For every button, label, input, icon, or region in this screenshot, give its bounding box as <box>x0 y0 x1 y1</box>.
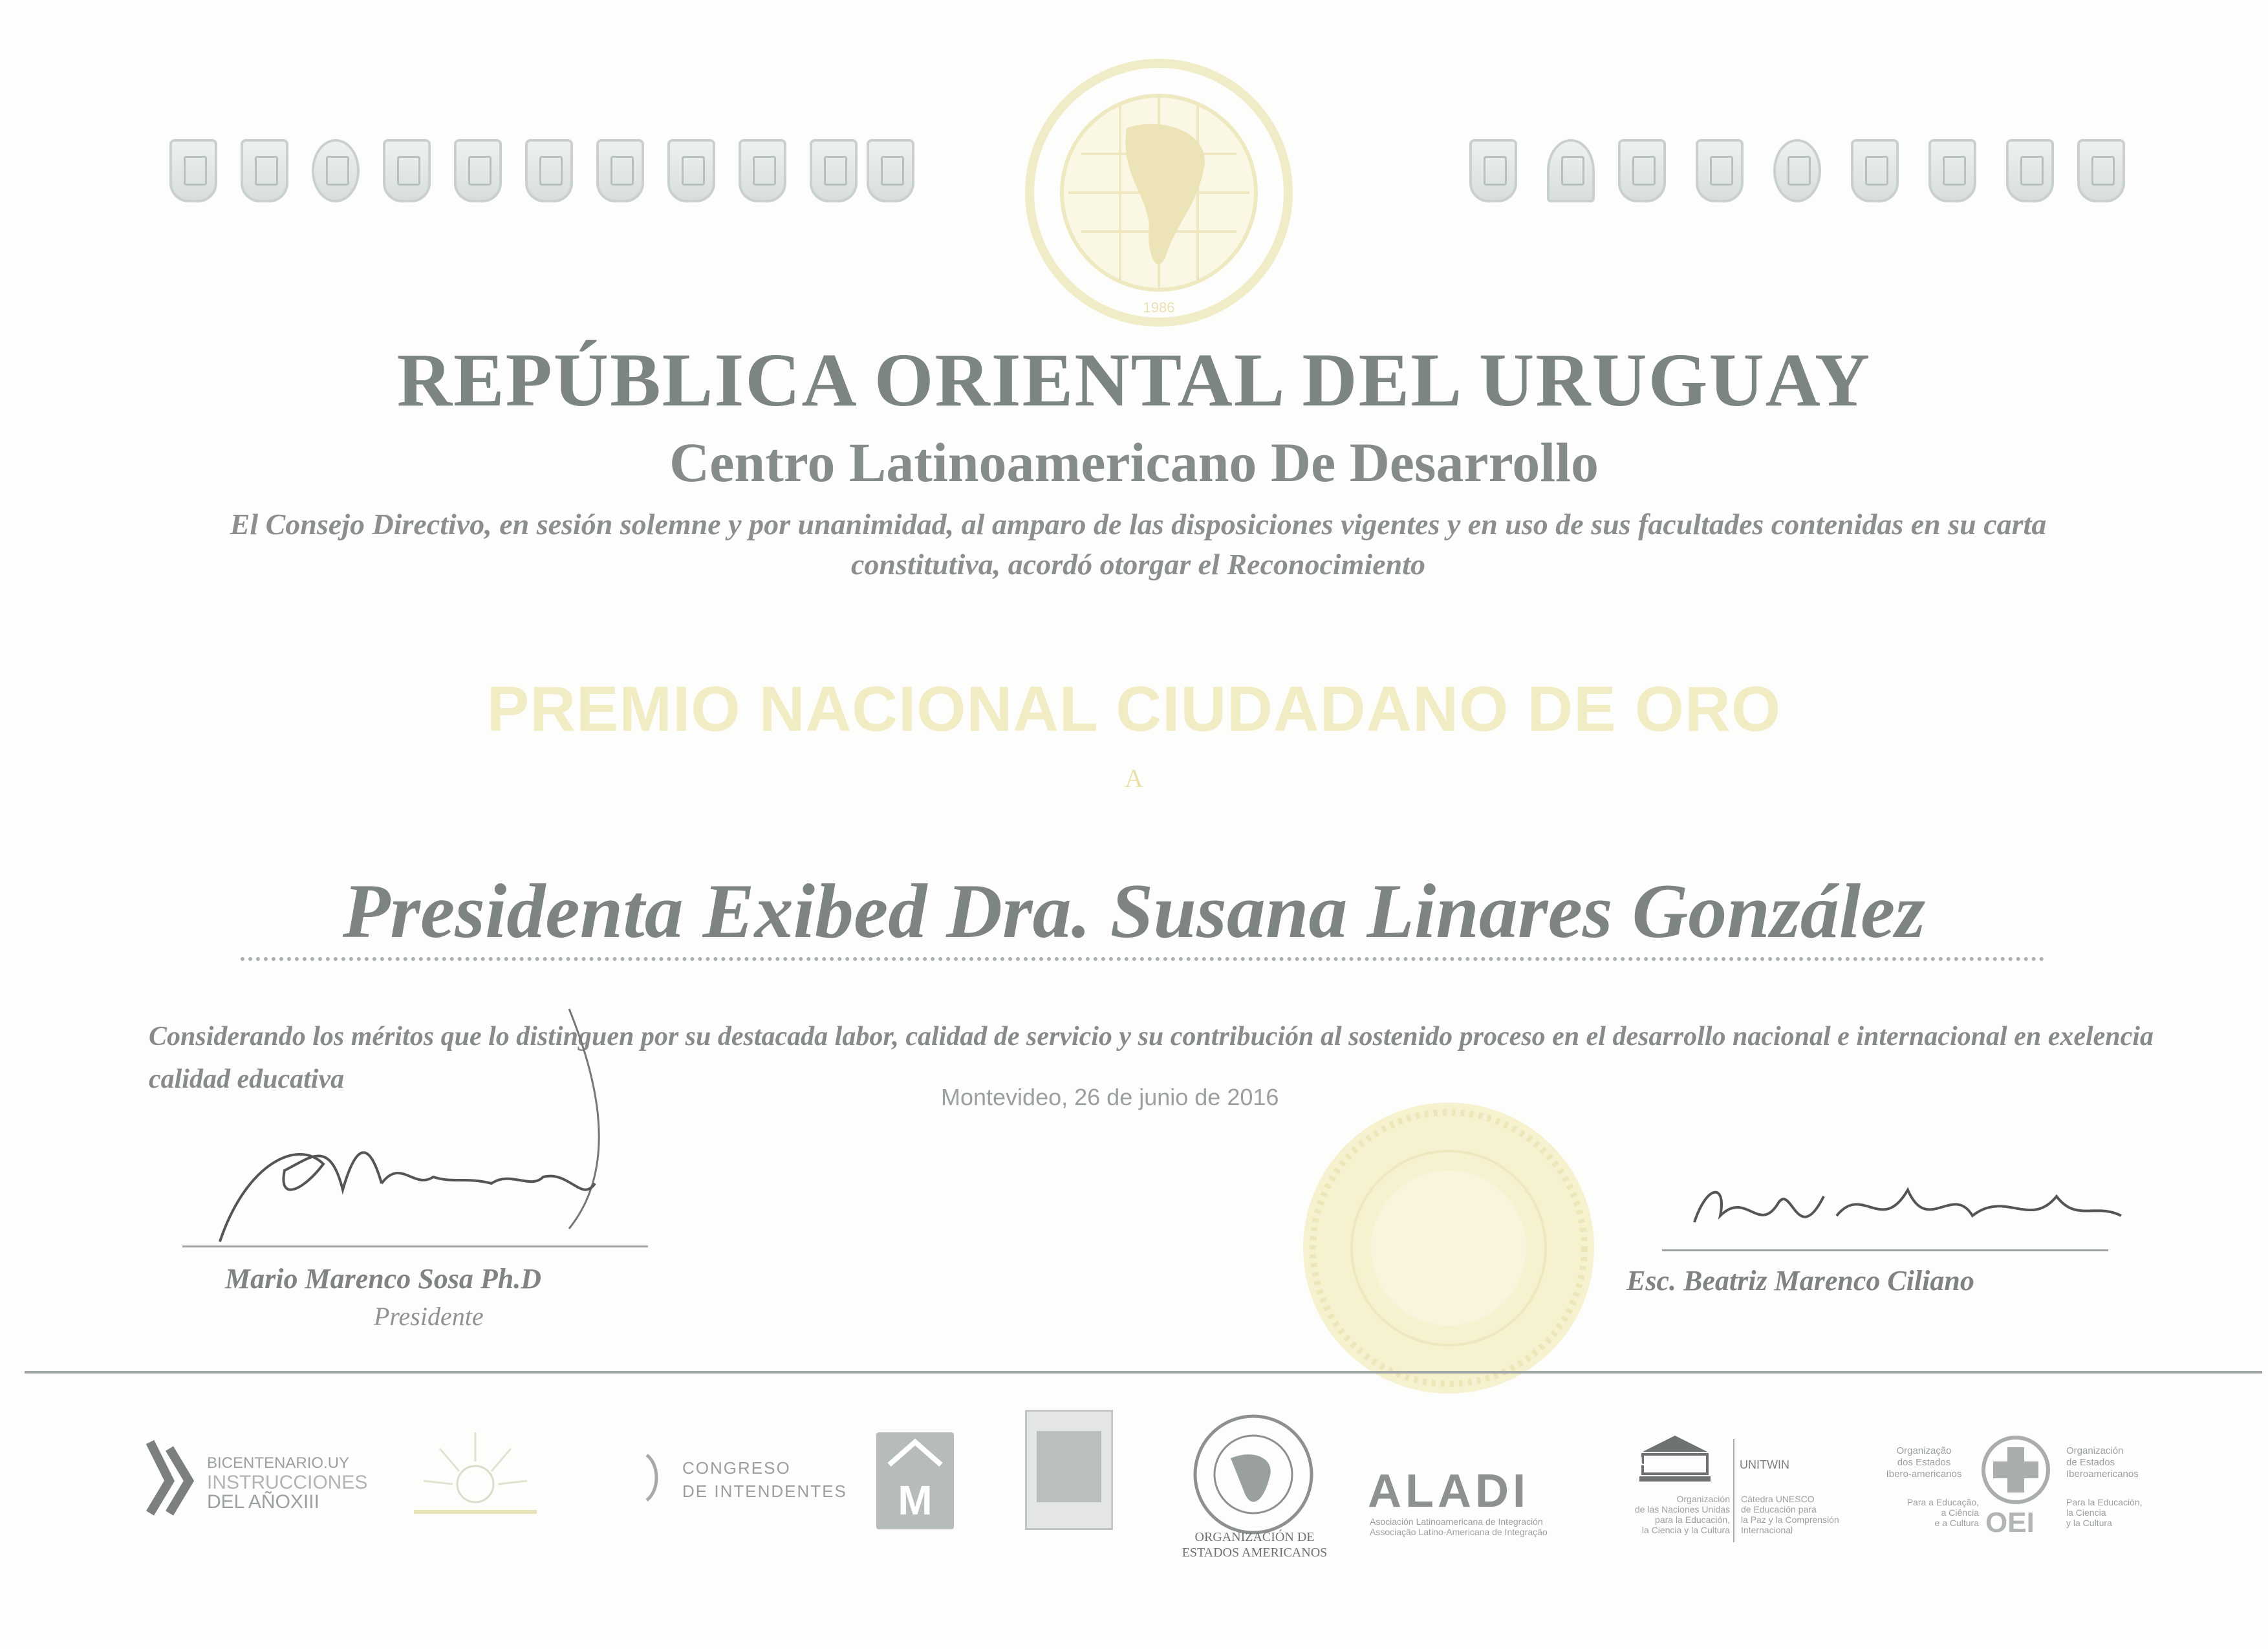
roof-icon <box>876 1432 954 1471</box>
bicentenario-text: BICENTENARIO.UY INSTRUCCIONES DEL AÑOXIII <box>207 1454 368 1513</box>
crest-icon <box>596 139 644 202</box>
aladi-logo: ALADI <box>1368 1465 1529 1517</box>
congreso-text: CONGRESO DE INTENDENTES <box>682 1458 847 1501</box>
crest-icon <box>169 139 217 202</box>
considerando-text: Considerando los méritos que lo distinguen por su destacada labor, calidad de servicio y su contribución al sostenido proceso en el desarrollo nacional e internacional en exelencia calidad educativa <box>149 1022 2154 1094</box>
right-signer-name: Esc. Beatriz Marenco Ciliano <box>1626 1265 1974 1297</box>
building-logo-icon <box>1025 1410 1113 1530</box>
dotted-line <box>241 957 2045 961</box>
issue-date: Montevideo, 26 de junio de 2016 <box>941 1084 1279 1110</box>
left-signer-name: Mario Marenco Sosa Ph.D <box>225 1263 541 1295</box>
organization-title: Centro Latinoamericano De Desarrollo <box>669 431 1599 493</box>
crest-icon <box>2077 139 2125 202</box>
oea-logo-icon <box>1192 1413 1315 1536</box>
crest-icon <box>1928 139 1976 202</box>
crest-icon <box>1547 139 1595 202</box>
oei-es-subtext: Para la Educación, la Ciencia y la Cultura <box>2066 1497 2143 1528</box>
catedra-text: Cátedra UNESCO de Educación para la Paz y la Comprensión Internacional <box>1741 1494 1839 1535</box>
crest-icon <box>1618 139 1666 202</box>
crest-icon <box>312 139 360 202</box>
gold-seal-icon <box>1297 1096 1601 1400</box>
oei-letters: OEI <box>1985 1507 2035 1538</box>
intro-text: El Consejo Directivo, en sesión solemne y por unanimidad, al amparo de las disposiciones vigentes y en uso de sus facultades contenidas en su carta constitutiva, acordó otorgar el Reconocimiento <box>230 508 2047 581</box>
aladi-subtext: Asociación Latinoamericana de Integración Associação Latino-Americana de Integração <box>1370 1516 1548 1537</box>
left-signature-icon <box>207 996 673 1255</box>
crest-icon <box>1469 139 1517 202</box>
crest-icon <box>1851 139 1899 202</box>
sun-emblem-icon <box>401 1426 550 1523</box>
left-signer-role: Presidente <box>374 1302 484 1331</box>
crest-icon <box>1696 139 1744 202</box>
crest-icon <box>667 139 715 202</box>
crest-icon <box>525 139 573 202</box>
crest-icon <box>241 139 288 202</box>
crest-icon <box>1773 139 1821 202</box>
crest-icon <box>2006 139 2054 202</box>
unesco-subtext: Organización de las Naciones Unidas para la Educación, la Ciencia y la Cultura <box>1634 1494 1730 1535</box>
unesco-divider <box>1733 1439 1734 1542</box>
unitwin-text: UNITWIN <box>1740 1458 1789 1471</box>
award-to: A <box>1125 764 1143 793</box>
oei-pt-subtext: Para a Educação, a Ciência e a Cultura <box>1906 1497 1979 1528</box>
oei-emblem-icon <box>1980 1434 2051 1505</box>
centro-seal-icon <box>1017 57 1301 329</box>
footer-divider <box>25 1371 2262 1374</box>
oei-es-text: Organización de Estados Iberoamericanos <box>2066 1445 2139 1480</box>
seal-year: 1986 <box>1143 299 1175 316</box>
crest-icon <box>454 139 502 202</box>
oea-text: ORGANIZACIÓN DE ESTADOS AMERICANOS <box>1182 1530 1328 1560</box>
congreso-logo-icon <box>640 1452 666 1503</box>
recipient-name: Presidenta Exibed Dra. Susana Linares González <box>343 868 1925 954</box>
m-letter: M <box>898 1477 933 1524</box>
right-signature-icon <box>1669 1145 2134 1274</box>
unesco-text: UNESCO <box>1639 1455 1690 1468</box>
crest-icon <box>383 139 431 202</box>
crest-icon <box>739 139 786 202</box>
m-logo <box>876 1432 954 1529</box>
award-title: PREMIO NACIONAL CIUDADANO DE ORO <box>486 673 1782 744</box>
country-title: REPÚBLICA ORIENTAL DEL URUGUAY <box>396 338 1872 422</box>
signature-line <box>1662 1249 2108 1251</box>
crest-icon <box>867 139 914 202</box>
signature-line <box>182 1245 648 1247</box>
crest-icon <box>810 139 858 202</box>
bicentenario-logo-icon <box>144 1436 202 1520</box>
oei-pt-text: Organização dos Estados Ibero-americanos <box>1886 1445 1962 1480</box>
